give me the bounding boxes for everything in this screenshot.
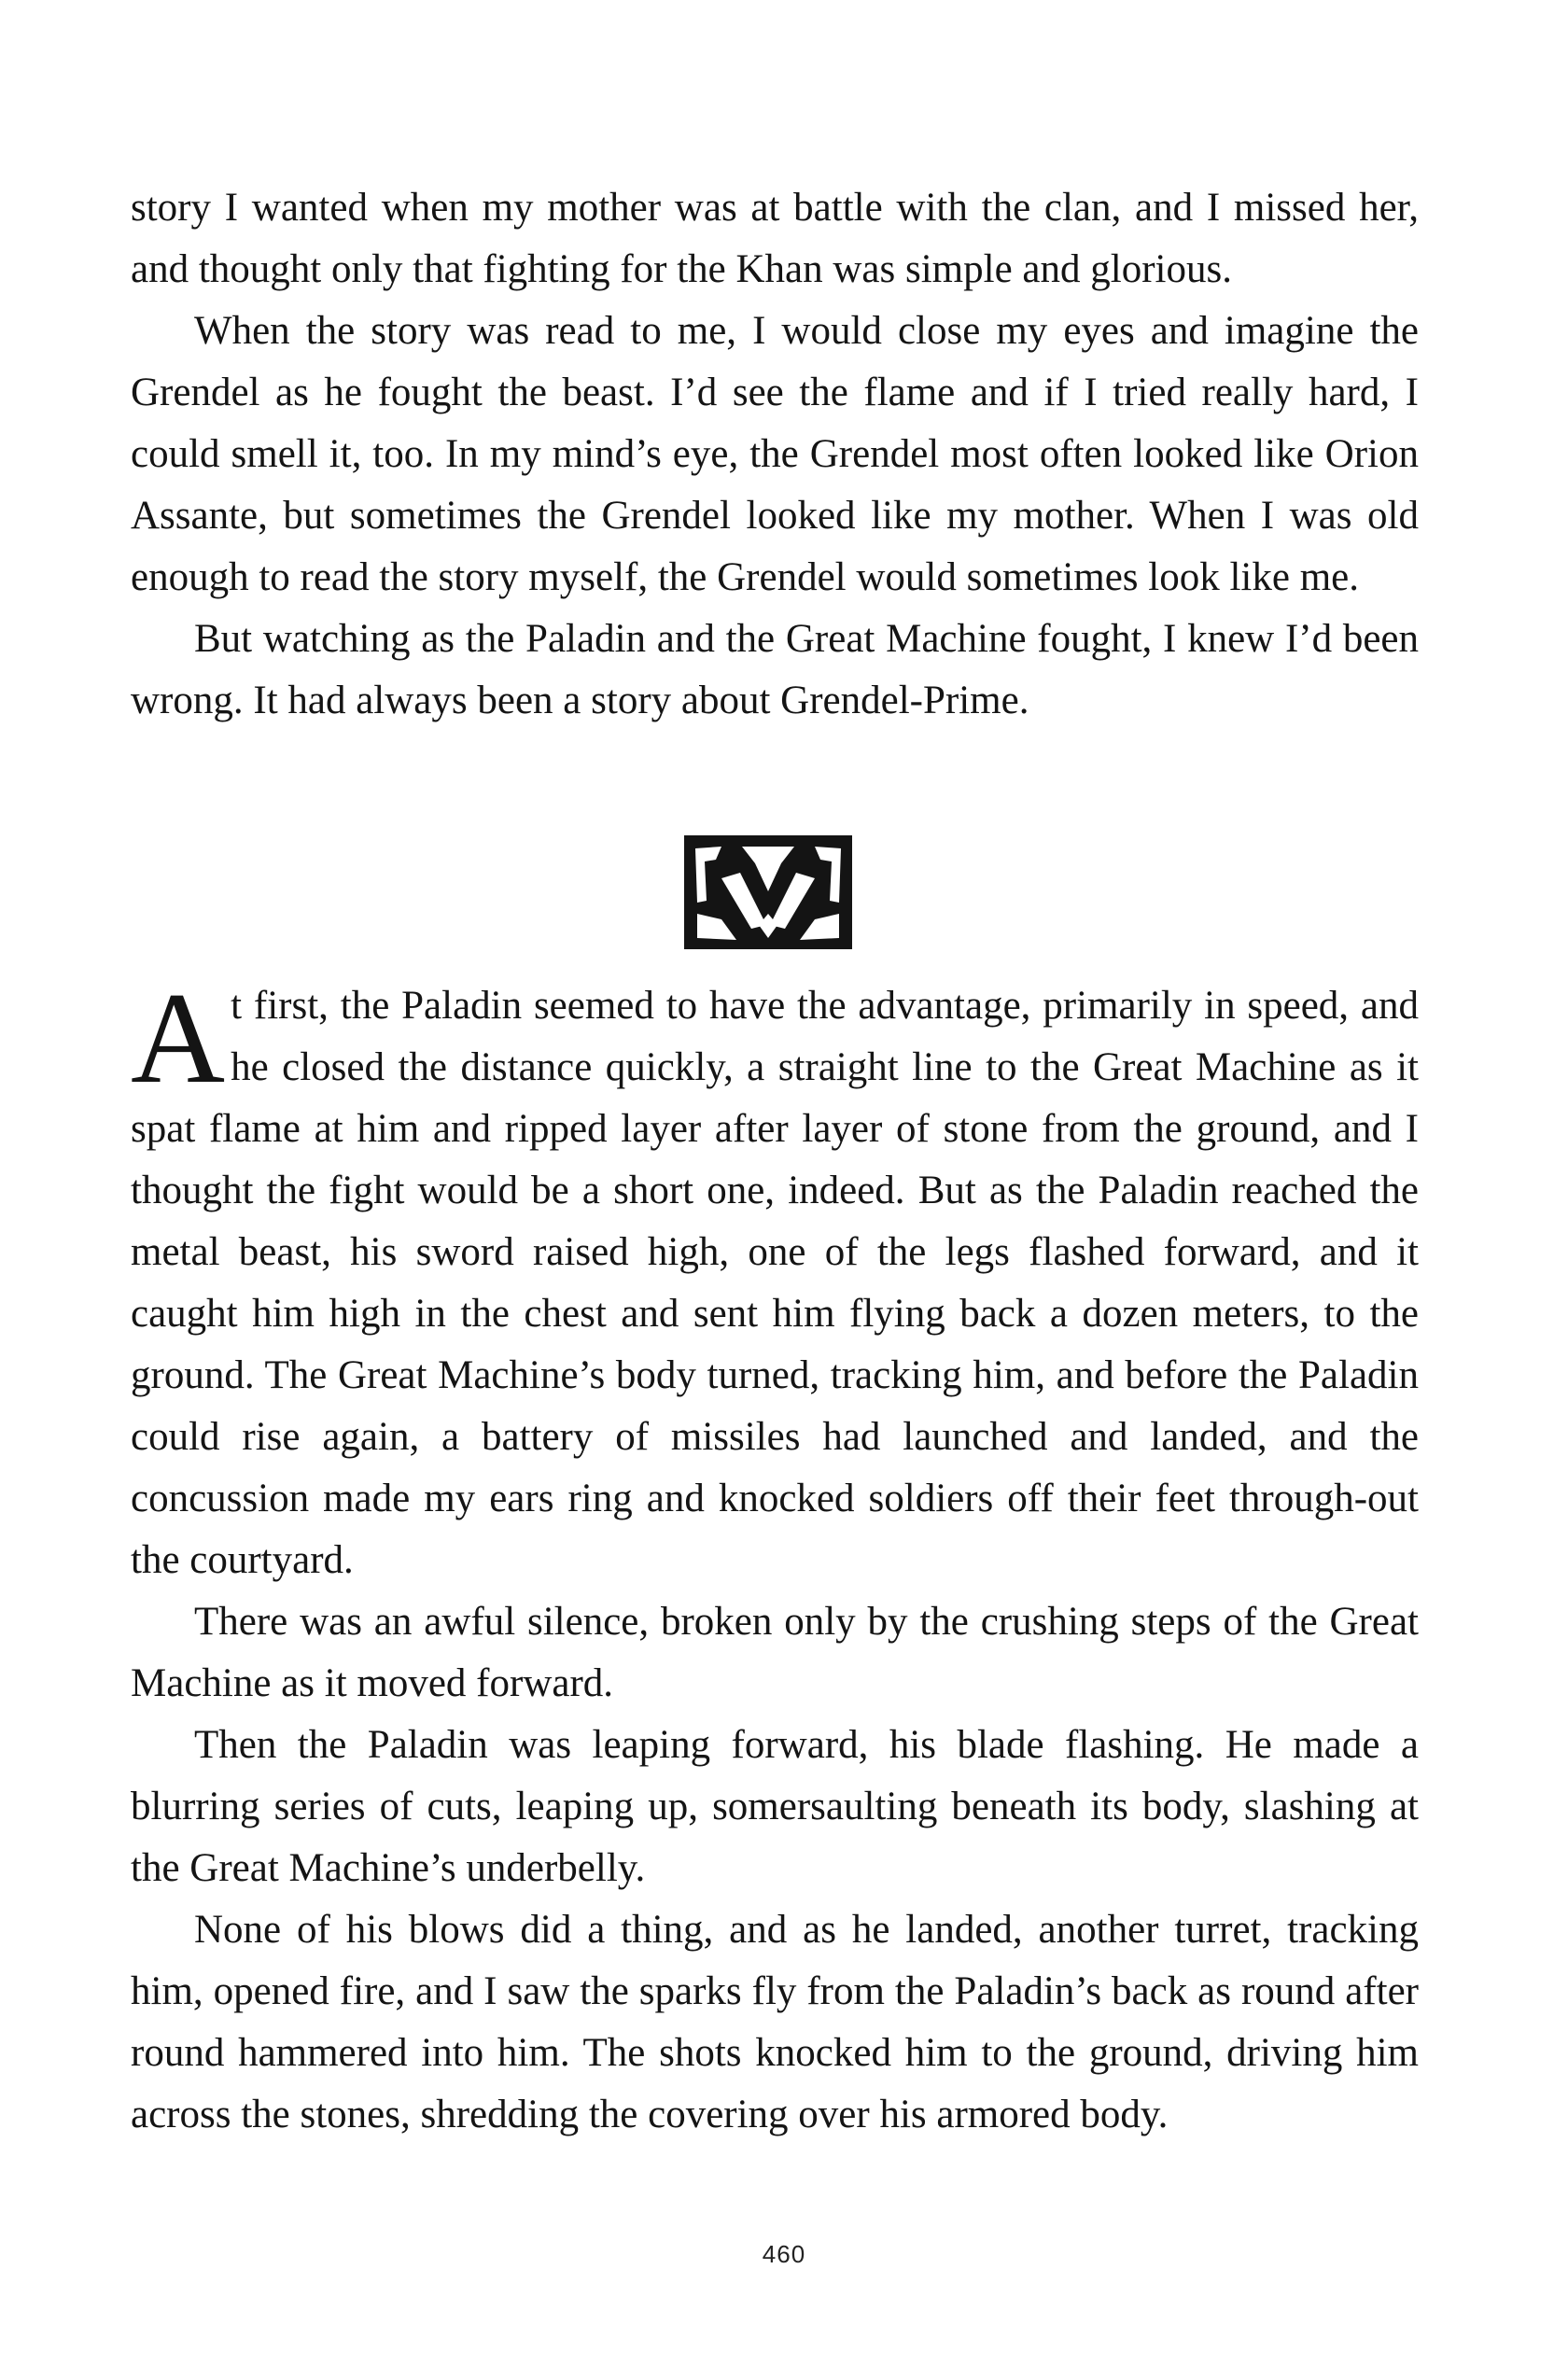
paragraph: When the story was read to me, I would close my eyes and imagine the Grendel as he fought the beast. I’d see the flame and if I tried really hard, I could smell it, too. In my mind’s eye, the Grendel most often looked like Orion Assante, but sometimes the Grendel looked like my mother. When I was old enough to read the story myself, the Grendel would sometimes look like me.: [131, 309, 1419, 599]
dropcap-letter: A: [131, 966, 226, 1111]
paragraph: None of his blows did a thing, and as he landed, another turret, tracking him, opened fire, and I saw the sparks fly from the Paladin’s back as round after round hammered into him. The shots knocked him to the ground, driving him across the stones, shredding the covering over his armored body.: [131, 1908, 1419, 2136]
bottom-text-block: [131, 966, 1419, 2146]
dropcap-paragraph: [131, 966, 1419, 1591]
page-number: 460: [762, 2240, 806, 2268]
paragraph: There was an awful silence, broken only by the crushing steps of the Great Machine as it moved forward.: [131, 1600, 1419, 1705]
top-text-block: [131, 177, 1419, 732]
paragraph-continued: story I wanted when my mother was at battle with the clan, and I missed her, and thought only that fighting for the Khan was simple and glorious.: [131, 186, 1419, 291]
paragraph: Then the Paladin was leaping forward, his blade flashing. He made a blurring series of cuts, leaping up, somersaulting beneath its body, slashing at the Great Machine’s underbelly.: [131, 1723, 1419, 1890]
dropcap-paragraph-text: t first, the Paladin seemed to have the advantage, primarily in speed, and he closed the distance quickly, a straight line to the Great Machine as it spat flame at him and ripped layer after layer of stone from the ground, and I thought the fight would be a short one, indeed. But as the Paladin reached the metal beast, his sword raised high, one of the legs flashed forward, and it caught him high in the chest and sent him flying back a dozen meters, to the ground. The Great Machine’s body turned, tracking him, and before the Paladin could rise again, a battery of missiles had launched and landed, and the concussion made my ears ring and knocked soldiers off their feet through-out the courtyard.: [131, 984, 1419, 1582]
paragraph: But watching as the Paladin and the Great Machine fought, I knew I’d been wrong. It had always been a story about Grendel-Prime.: [131, 617, 1419, 722]
scene-break-ornament-icon: [684, 835, 852, 949]
